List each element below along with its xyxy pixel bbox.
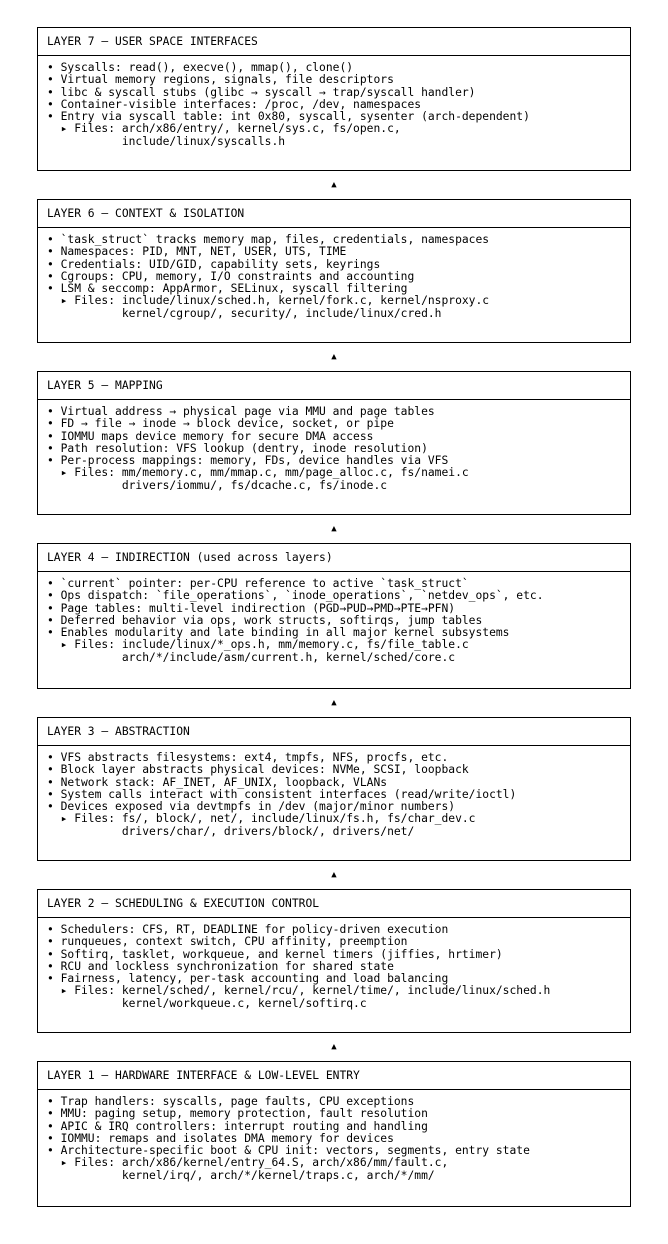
bullet-item: • Container-visible interfaces: /proc, /dev, namespaces [47, 97, 422, 111]
bullet-item: • Deferred behavior via ops, work structs, softirqs, jump tables [47, 613, 483, 627]
up-arrow-icon: ▲ [331, 524, 337, 534]
files-line: arch/*/include/asm/current.h, kernel/sched/core.c [47, 650, 456, 664]
bullet-item: • Softirq, tasklet, workqueue, and kernel timers (jiffies, hrtimer) [47, 947, 503, 961]
layer-title: LAYER 6 — CONTEXT & ISOLATION [38, 200, 630, 228]
files-line: ▸ Files: fs/, block/, net/, include/linux/fs.h, fs/char_dev.c [47, 812, 476, 826]
bullet-item: • Block layer abstracts physical devices: NVMe, SCSI, loopback [47, 763, 469, 777]
bullet-item: • Per-process mappings: memory, FDs, device handles via VFS [47, 454, 449, 468]
layer-body [38, 1090, 630, 1182]
bullet-item: • Enables modularity and late binding in all major kernel subsystems [47, 626, 510, 640]
layer-body [38, 918, 630, 1010]
bullet-item: • `task_struct` tracks memory map, files, credentials, namespaces [47, 233, 490, 246]
layer-1-box [37, 1061, 631, 1207]
layer-body [38, 228, 630, 320]
files-line: ▸ Files: kernel/sched/, kernel/rcu/, kernel/time/, include/linux/sched.h [47, 984, 551, 998]
files-line: ▸ Files: arch/x86/entry/, kernel/sys.c, fs/open.c, [47, 122, 401, 136]
bullet-item: • Fairness, latency, per-task accounting and load balancing [47, 972, 449, 986]
bullet-item: • Virtual address → physical page via MMU and page tables [47, 405, 435, 418]
bullet-item: • Page tables: multi-level indirection (PGD→PUD→PMD→PTE→PFN) [47, 601, 456, 615]
bullet-item: • Virtual memory regions, signals, file descriptors [47, 73, 394, 87]
files-line: kernel/cgroup/, security/, include/linux/cred.h [47, 306, 442, 320]
bullet-item: • VFS abstracts filesystems: ext4, tmpfs, NFS, procfs, etc. [47, 751, 449, 764]
up-arrow-icon: ▲ [331, 870, 337, 880]
files-line: drivers/char/, drivers/block/, drivers/net/ [47, 824, 415, 838]
bullet-item: • Entry via syscall table: int 0x80, syscall, sysenter (arch-dependent) [47, 110, 530, 124]
layer-3-box [37, 717, 631, 861]
up-arrow-icon: ▲ [331, 698, 337, 708]
layer-title: LAYER 3 — ABSTRACTION [38, 718, 630, 746]
bullet-item: • MMU: paging setup, memory protection, fault resolution [47, 1107, 428, 1121]
up-arrow-icon: ▲ [331, 180, 337, 190]
layer-body [38, 56, 630, 148]
layer-body [38, 400, 630, 492]
up-arrow-icon: ▲ [331, 352, 337, 362]
bullet-item: • Syscalls: read(), execve(), mmap(), clone() [47, 61, 354, 74]
bullet-item: • APIC & IRQ controllers: interrupt routing and handling [47, 1119, 428, 1133]
bullet-item: • Network stack: AF_INET, AF_UNIX, loopback, VLANs [47, 775, 388, 789]
layer-6-box [37, 199, 631, 343]
layer-title: LAYER 4 — INDIRECTION (used across layers) [38, 544, 630, 572]
bullet-item: • FD → file → inode → block device, socket, or pipe [47, 417, 394, 431]
bullet-item: • libc & syscall stubs (glibc → syscall → trap/syscall handler) [47, 85, 476, 99]
bullet-item: • LSM & seccomp: AppArmor, SELinux, syscall filtering [47, 282, 408, 296]
bullet-item: • Ops dispatch: `file_operations`, `inode_operations`, `netdev_ops`, etc. [47, 589, 544, 603]
bullet-item: • `current` pointer: per-CPU reference to active `task_struct` [47, 577, 469, 590]
layer-title: LAYER 5 — MAPPING [38, 372, 630, 400]
layer-4-box [37, 543, 631, 689]
bullet-item: • runqueues, context switch, CPU affinity, preemption [47, 935, 408, 949]
bullet-item: • Cgroups: CPU, memory, I/O constraints and accounting [47, 269, 415, 283]
files-line: drivers/iommu/, fs/dcache.c, fs/inode.c [47, 478, 388, 492]
files-line: kernel/workqueue.c, kernel/softirq.c [47, 996, 367, 1010]
files-line: ▸ Files: arch/x86/kernel/entry_64.S, arch/x86/mm/fault.c, [47, 1156, 449, 1170]
layer-2-box [37, 889, 631, 1033]
bullet-item: • Trap handlers: syscalls, page faults, CPU exceptions [47, 1095, 415, 1108]
files-line: kernel/irq/, arch/*/kernel/traps.c, arch/*/mm/ [47, 1168, 435, 1182]
layer-7-box [37, 27, 631, 171]
layer-body [38, 572, 630, 664]
bullet-item: • Devices exposed via devtmpfs in /dev (major/minor numbers) [47, 800, 456, 814]
files-line: ▸ Files: include/linux/*_ops.h, mm/memory.c, fs/file_table.c [47, 638, 469, 652]
bullet-item: • IOMMU maps device memory for secure DMA access [47, 429, 374, 443]
files-line: ▸ Files: include/linux/sched.h, kernel/fork.c, kernel/nsproxy.c [47, 294, 490, 308]
layer-title: LAYER 1 — HARDWARE INTERFACE & LOW-LEVEL ENTRY [38, 1062, 630, 1090]
layer-5-box [37, 371, 631, 515]
bullet-item: • Architecture-specific boot & CPU init: vectors, segments, entry state [47, 1144, 530, 1158]
bullet-item: • IOMMU: remaps and isolates DMA memory for devices [47, 1131, 394, 1145]
bullet-item: • System calls interact with consistent interfaces (read/write/ioctl) [47, 787, 517, 801]
layer-body [38, 746, 630, 838]
bullet-item: • Credentials: UID/GID, capability sets, keyrings [47, 257, 381, 271]
bullet-item: • Namespaces: PID, MNT, NET, USER, UTS, TIME [47, 245, 347, 259]
bullet-item: • Schedulers: CFS, RT, DEADLINE for policy-driven execution [47, 923, 449, 936]
up-arrow-icon: ▲ [331, 1042, 337, 1052]
files-line: include/linux/syscalls.h [47, 134, 286, 148]
layer-title: LAYER 7 — USER SPACE INTERFACES [38, 28, 630, 56]
layer-title: LAYER 2 — SCHEDULING & EXECUTION CONTROL [38, 890, 630, 918]
bullet-item: • Path resolution: VFS lookup (dentry, inode resolution) [47, 441, 428, 455]
files-line: ▸ Files: mm/memory.c, mm/mmap.c, mm/page_alloc.c, fs/namei.c [47, 466, 469, 480]
bullet-item: • RCU and lockless synchronization for shared state [47, 959, 394, 973]
